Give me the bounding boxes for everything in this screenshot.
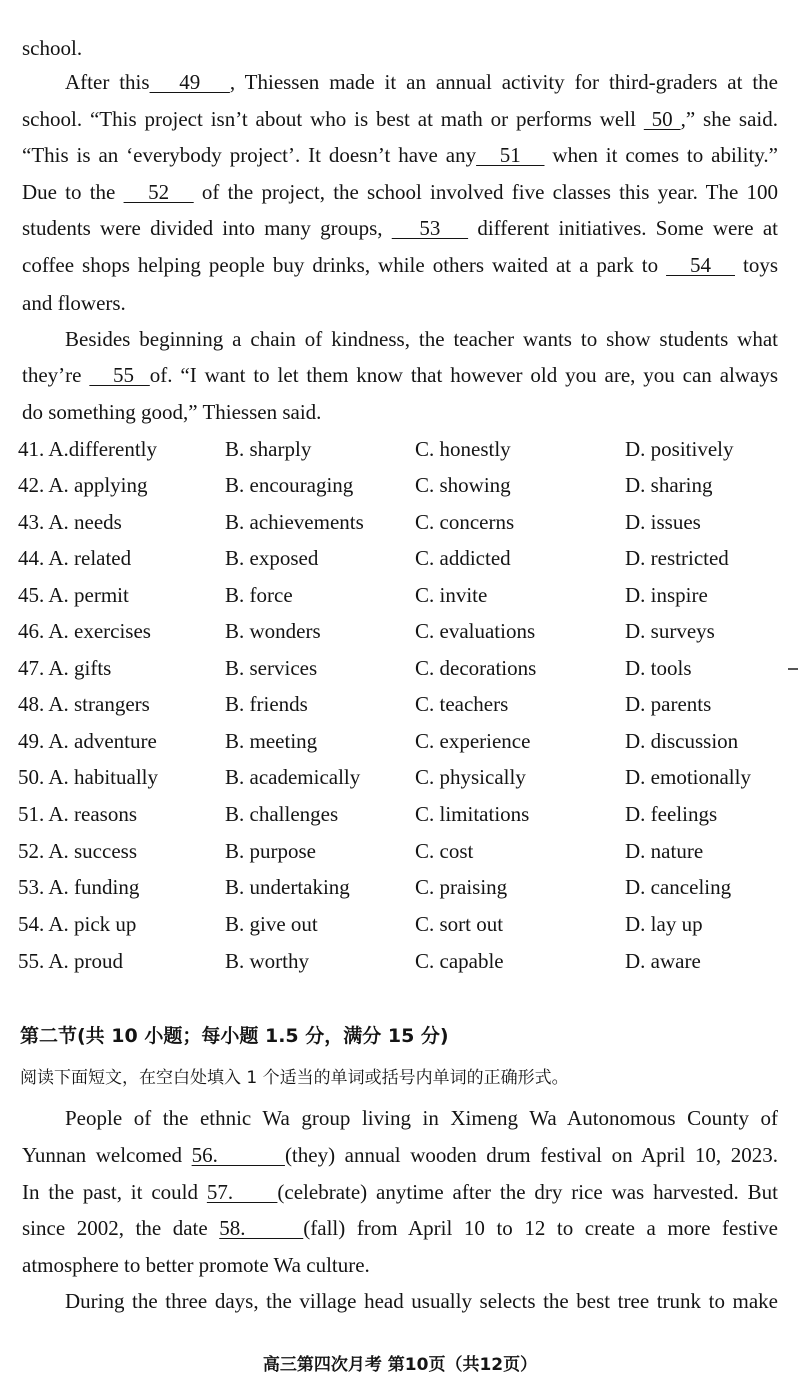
answer-blank: 50 — [643, 107, 681, 131]
text-run: Yunnan welcomed — [22, 1143, 192, 1167]
passage2-line — [65, 1104, 778, 1132]
option-b: B. purpose — [225, 839, 316, 863]
answer-blank: 49 — [149, 70, 230, 94]
option-d: D. lay up — [625, 912, 703, 936]
option-a: 54. A. pick up — [18, 912, 137, 936]
text-run: After this — [65, 70, 150, 94]
passage1-line — [22, 34, 778, 62]
option-a: 53. A. funding — [18, 875, 140, 899]
option-c: C. showing — [415, 473, 511, 497]
option-c: C. cost — [415, 839, 474, 863]
answer-blank: 57. — [206, 1180, 278, 1204]
option-c: C. praising — [415, 875, 508, 899]
option-c: C. physically — [415, 765, 526, 789]
option-c: C. concerns — [415, 510, 515, 534]
option-a: 52. A. success — [18, 839, 137, 863]
option-row — [0, 507, 800, 537]
option-b: B. sharply — [225, 437, 312, 461]
option-b: B. friends — [225, 692, 308, 716]
option-a: 45. A. permit — [18, 583, 129, 607]
option-a: 49. A. adventure — [18, 729, 157, 753]
option-row — [0, 946, 800, 976]
option-b: B. achievements — [225, 510, 364, 534]
option-d: D. feelings — [625, 802, 718, 826]
option-d: D. nature — [625, 839, 704, 863]
text-run: do something good,” Thiessen said. — [22, 400, 322, 424]
text-run: since 2002, the date — [22, 1216, 220, 1240]
option-c: C. addicted — [415, 546, 511, 570]
text-run: and flowers. — [22, 291, 126, 315]
option-c: C. decorations — [415, 656, 537, 680]
option-d: D. issues — [625, 510, 701, 534]
option-c: C. experience — [415, 729, 531, 753]
text-run: During the three days, the village head usually selects the best tree trunk to make — [65, 1289, 778, 1313]
option-b: B. encouraging — [225, 473, 354, 497]
option-d: D. surveys — [625, 619, 715, 643]
option-d: D. restricted — [625, 546, 729, 570]
option-row — [0, 836, 800, 866]
option-a: 51. A. reasons — [18, 802, 137, 826]
text-run: school. — [22, 36, 83, 60]
option-d: D. tools — [625, 656, 692, 680]
option-d: D. emotionally — [625, 765, 751, 789]
option-row — [0, 580, 800, 610]
passage1-line — [65, 68, 778, 96]
passage2-line — [22, 1178, 778, 1206]
passage1-line — [22, 141, 778, 169]
text-run: , Thiessen made it an annual activity for third-graders at the — [229, 70, 778, 94]
passage1-line — [22, 105, 778, 133]
option-b: B. force — [225, 583, 293, 607]
option-c: C. teachers — [415, 692, 509, 716]
option-a: 43. A. needs — [18, 510, 122, 534]
option-b: B. undertaking — [225, 875, 350, 899]
text-run: when it comes to ability.” — [544, 143, 779, 167]
option-c: C. honestly — [415, 437, 511, 461]
option-a: 47. A. gifts — [18, 656, 112, 680]
option-row — [0, 434, 800, 464]
answer-blank: 54 — [666, 253, 735, 277]
text-run: ,” she said. — [680, 107, 778, 131]
option-row — [0, 616, 800, 646]
option-a: 55. A. proud — [18, 949, 123, 973]
passage1-line — [22, 289, 778, 317]
option-a: 50. A. habitually — [18, 765, 158, 789]
section-2-title: 第二节(共 10 小题；每小题 1.5 分，满分 15 分) — [20, 1025, 449, 1047]
option-b: B. wonders — [225, 619, 321, 643]
option-d: D. sharing — [625, 473, 713, 497]
option-a: 48. A. strangers — [18, 692, 150, 716]
text-run: students were divided into many groups, — [22, 216, 392, 240]
option-row — [0, 470, 800, 500]
option-c: C. invite — [415, 583, 488, 607]
option-b: B. give out — [225, 912, 318, 936]
option-d: D. discussion — [625, 729, 739, 753]
option-a: 44. A. related — [18, 546, 132, 570]
page-footer: 高三第四次月考 第10页（共12页） — [262, 1355, 538, 1375]
passage1-line — [22, 251, 778, 279]
text-run: school. “This project isn’t about who is best at math or performs well — [22, 107, 644, 131]
passage1-line — [22, 361, 778, 389]
option-a: 42. A. applying — [18, 473, 148, 497]
text-run: “This is an ‘everybody project’. It doesn’t have any — [22, 143, 477, 167]
passage2-line — [65, 1287, 778, 1315]
text-run: of the project, the school involved five classes this year. The 100 — [193, 180, 778, 204]
answer-blank: 53 — [391, 216, 469, 240]
passage1-line — [65, 325, 778, 353]
passage2-line — [22, 1251, 778, 1279]
option-d: D. canceling — [625, 875, 732, 899]
text-run: Due to the — [22, 180, 124, 204]
passage2-line — [22, 1141, 778, 1169]
passage2-line — [22, 1214, 778, 1242]
section-2-instruction: 阅读下面短文，在空白处填入 1 个适当的单词或括号内单词的正确形式。 — [20, 1068, 569, 1088]
passage1-line — [22, 398, 778, 426]
option-d: D. aware — [625, 949, 701, 973]
option-c: C. sort out — [415, 912, 504, 936]
text-run: of. “I want to let them know that however old you are, you can always — [149, 363, 779, 387]
option-d: D. positively — [625, 437, 734, 461]
option-row — [0, 799, 800, 829]
option-a: 41. A.differently — [18, 437, 158, 461]
text-run: (celebrate) anytime after the dry rice was harvested. But — [277, 1180, 778, 1204]
text-run: toys — [735, 253, 778, 277]
option-b: B. worthy — [225, 949, 309, 973]
answer-blank: 52 — [123, 180, 194, 204]
option-a: 46. A. exercises — [18, 619, 151, 643]
text-run: atmosphere to better promote Wa culture. — [22, 1253, 370, 1277]
option-c: C. limitations — [415, 802, 530, 826]
text-run: they’re — [22, 363, 90, 387]
option-row — [0, 689, 800, 719]
option-b: B. exposed — [225, 546, 319, 570]
passage1-line — [22, 214, 778, 242]
option-b: B. challenges — [225, 802, 339, 826]
option-c: C. evaluations — [415, 619, 536, 643]
option-d: D. inspire — [625, 583, 708, 607]
option-b: B. services — [225, 656, 318, 680]
text-run: People of the ethnic Wa group living in Ximeng Wa Autonomous County of — [65, 1106, 778, 1130]
text-run: In the past, it could — [22, 1180, 207, 1204]
margin-mark — [788, 668, 798, 670]
answer-blank: 58. — [219, 1216, 304, 1240]
text-run: different initiatives. Some were at — [468, 216, 778, 240]
text-run: Besides beginning a chain of kindness, the teacher wants to show students what — [65, 327, 778, 351]
option-row — [0, 872, 800, 902]
option-row — [0, 543, 800, 573]
option-row — [0, 653, 800, 683]
option-b: B. meeting — [225, 729, 318, 753]
option-row — [0, 909, 800, 939]
answer-blank: 56. — [191, 1143, 285, 1167]
option-b: B. academically — [225, 765, 361, 789]
answer-blank: 55 — [89, 363, 150, 387]
text-run: coffee shops helping people buy drinks, while others waited at a park to — [22, 253, 667, 277]
option-d: D. parents — [625, 692, 712, 716]
answer-blank: 51 — [476, 143, 545, 167]
option-row — [0, 726, 800, 756]
text-run: (fall) from April 10 to 12 to create a more festive — [303, 1216, 779, 1240]
option-row — [0, 762, 800, 792]
option-c: C. capable — [415, 949, 504, 973]
passage1-line — [22, 178, 778, 206]
text-run: (they) annual wooden drum festival on April 10, 2023. — [284, 1143, 778, 1167]
